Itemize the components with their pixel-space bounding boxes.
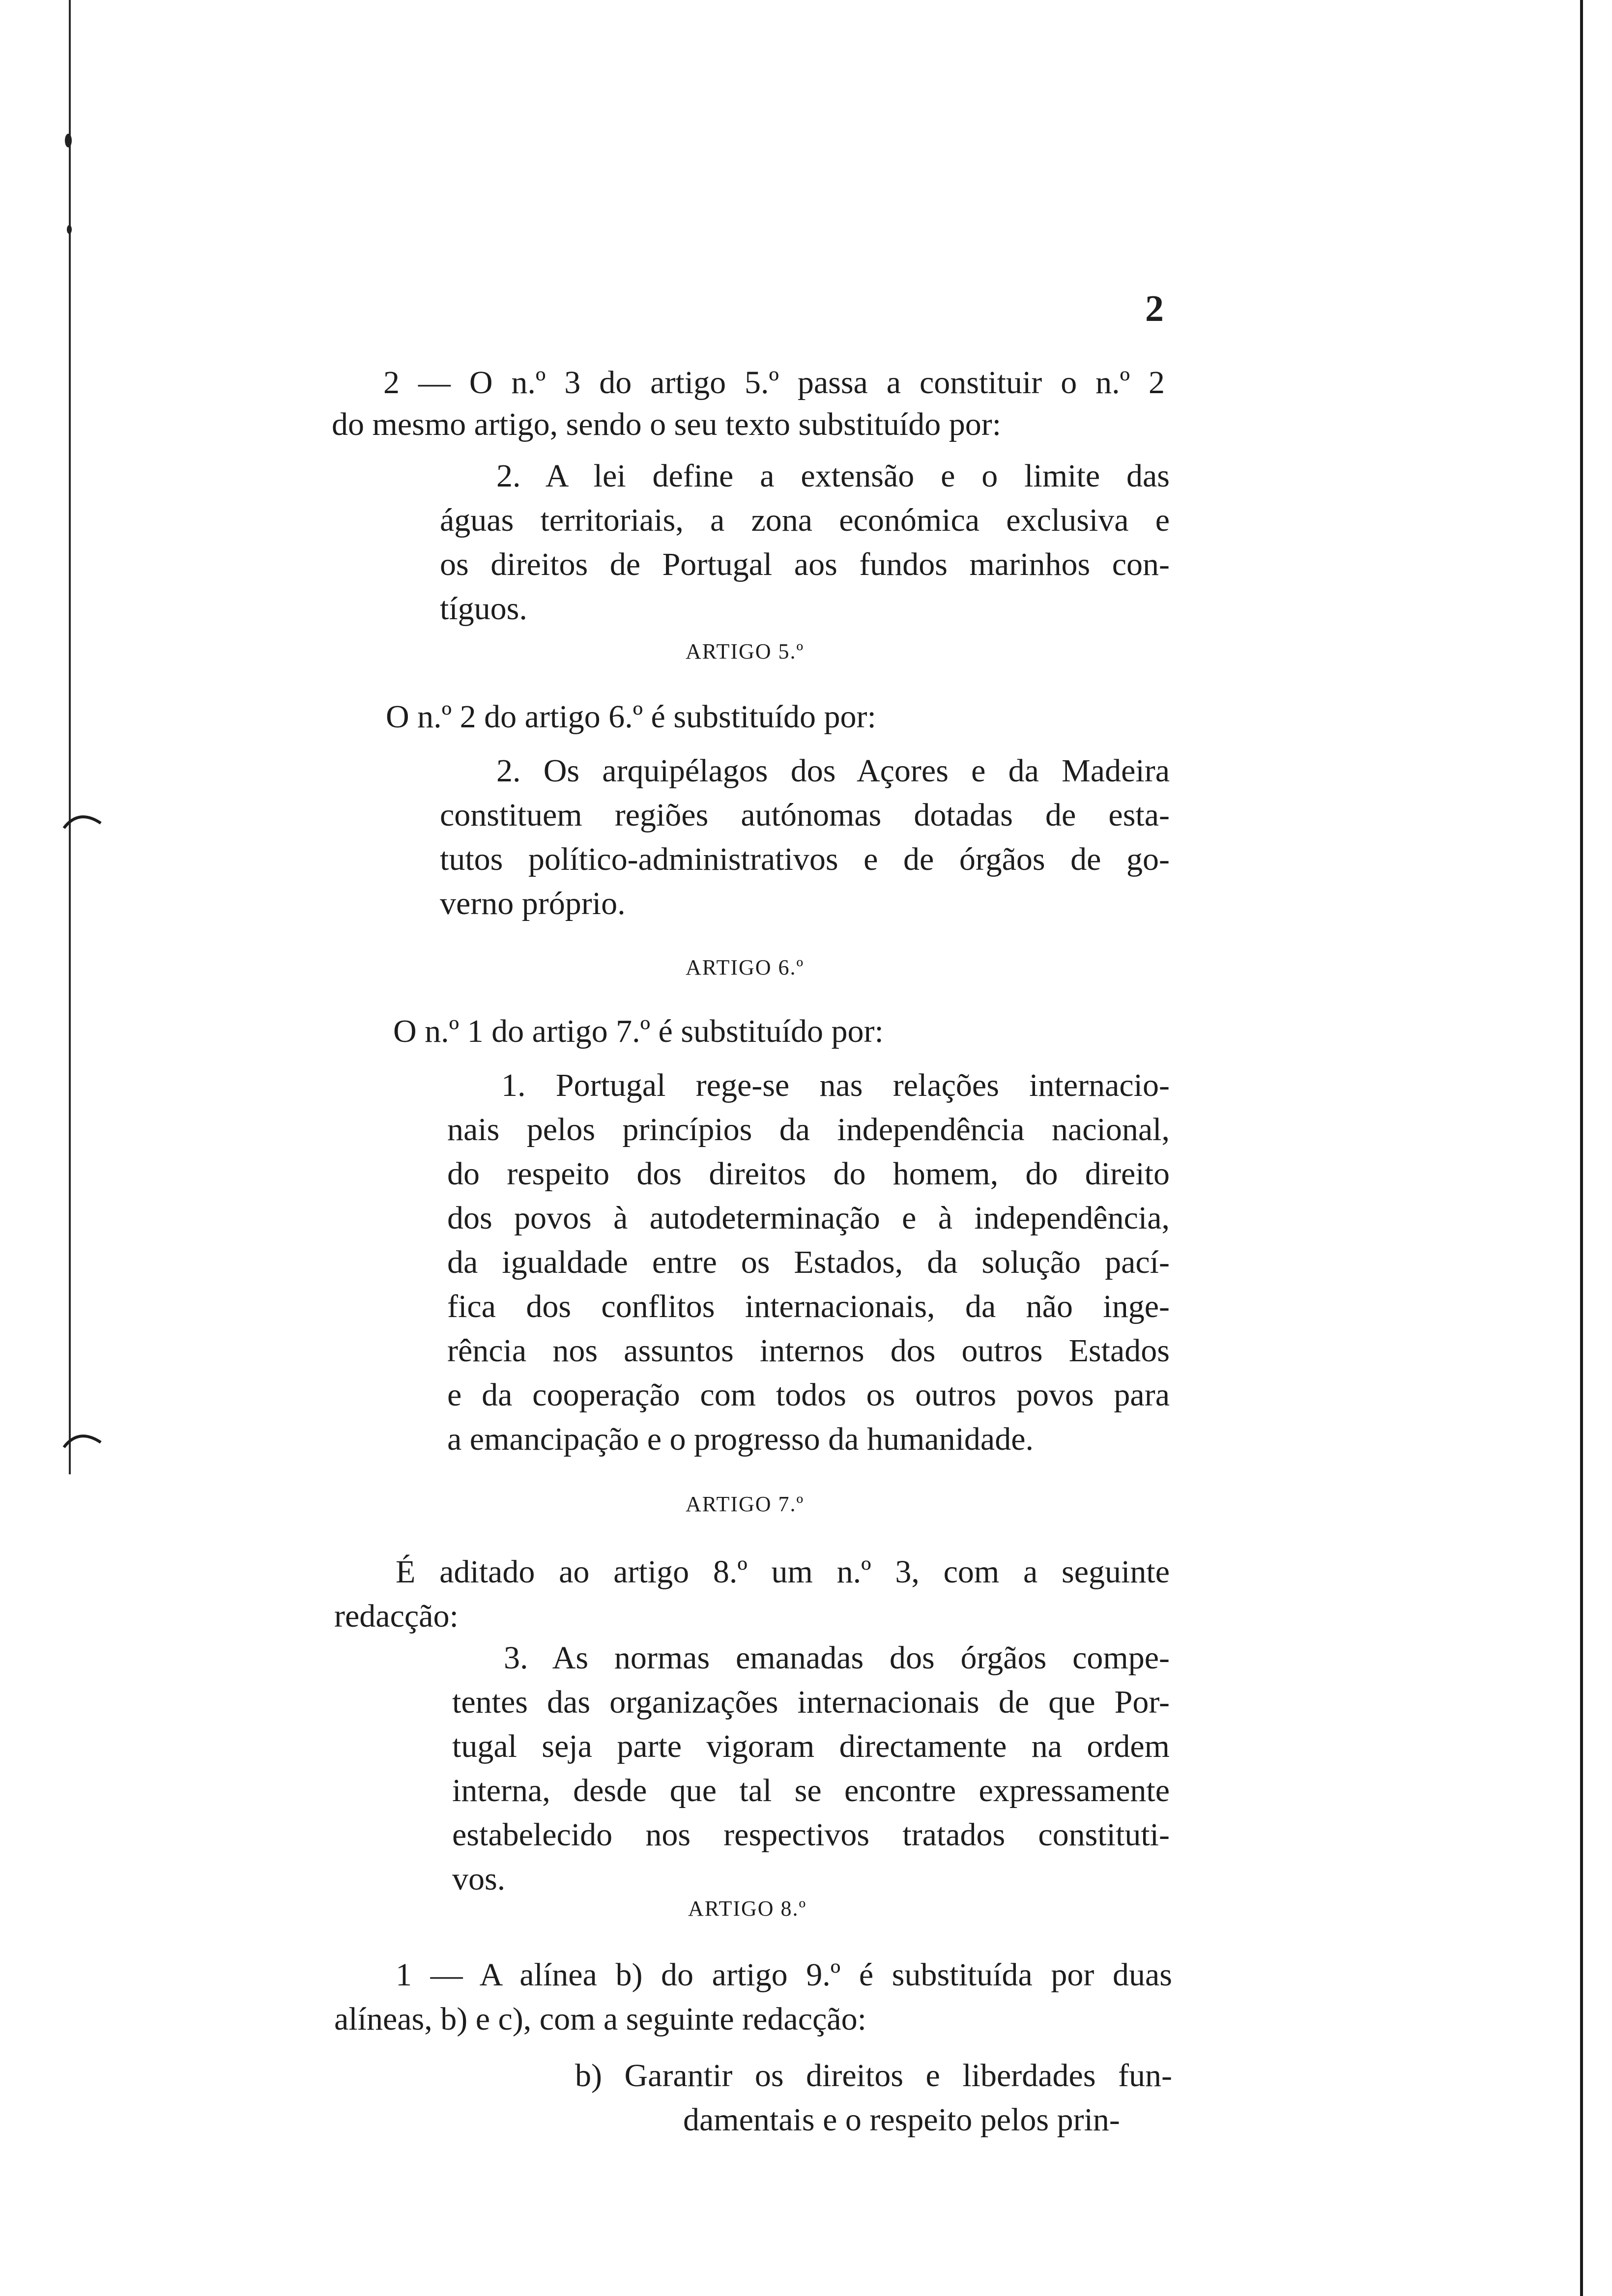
quote-line: 2. Os arquipélagos dos Açores e da Madeira — [496, 753, 1170, 789]
quote-line: vos. — [452, 1861, 506, 1897]
paragraph-line: do mesmo artigo, sendo o seu texto substituído por: — [332, 406, 1002, 442]
quote-line: verno próprio. — [440, 886, 626, 921]
quote-line: b) Garantir os direitos e liberdades fun- — [575, 2058, 1172, 2094]
quote-line: rência nos assuntos internos dos outros Estados — [447, 1333, 1170, 1369]
quote-line: 1. Portugal rege-se nas relações internacio- — [501, 1067, 1170, 1103]
quote-line: nais pelos princípios da independência nacional, — [447, 1112, 1170, 1148]
quote-line: 2. A lei define a extensão e o limite das — [496, 458, 1170, 494]
quote-line: do respeito dos direitos do homem, do direito — [447, 1156, 1170, 1192]
quote-line: dos povos à autodeterminação e à independência, — [447, 1200, 1170, 1236]
quote-line: constituem regiões autónomas dotadas de esta- — [440, 797, 1170, 833]
quote-line: os direitos de Portugal aos fundos marinhos con- — [440, 546, 1170, 582]
page-number: 2 — [1145, 288, 1164, 329]
paragraph-line: O n.º 1 do artigo 7.º é substituído por: — [393, 1013, 884, 1049]
scan-mark — [59, 806, 108, 835]
article-heading: ARTIGO 5.º — [686, 639, 805, 663]
article-heading: ARTIGO 6.º — [686, 955, 805, 979]
scan-right-border — [1580, 0, 1583, 2296]
quote-line: e da cooperação com todos os outros povos para — [447, 1377, 1170, 1413]
scan-mark — [59, 1425, 108, 1455]
paragraph-line: O n.º 2 do artigo 6.º é substituído por: — [386, 699, 876, 735]
quote-line: damentais e o respeito pelos prin- — [683, 2102, 1120, 2138]
paragraph-line: 2 — O n.º 3 do artigo 5.º passa a constituir o n.º 2 — [383, 365, 1165, 401]
quote-line: tutos político-administrativos e de órgãos de go- — [440, 841, 1170, 877]
article-heading: ARTIGO 7.º — [686, 1492, 805, 1516]
scan-mark — [65, 134, 72, 147]
quote-line: tíguos. — [440, 591, 527, 627]
quote-line: interna, desde que tal se encontre expressamente — [452, 1773, 1170, 1808]
quote-line: da igualdade entre os Estados, da solução pací- — [447, 1244, 1170, 1280]
article-heading: ARTIGO 8.º — [688, 1896, 807, 1921]
quote-line: a emancipação e o progresso da humanidade. — [447, 1421, 1034, 1457]
paragraph-line: redacção: — [334, 1598, 459, 1634]
paragraph-line: alíneas, b) e c), com a seguinte redacção: — [334, 2001, 866, 2037]
quote-line: águas territoriais, a zona económica exclusiva e — [440, 502, 1170, 538]
quote-line: 3. As normas emanadas dos órgãos compe- — [504, 1640, 1170, 1676]
paragraph-line: 1 — A alínea b) do artigo 9.º é substituída por duas — [396, 1957, 1172, 1993]
quote-line: estabelecido nos respectivos tratados constituti- — [452, 1817, 1170, 1853]
quote-line: tentes das organizações internacionais de que Por- — [452, 1684, 1170, 1720]
scan-left-border — [69, 0, 71, 1474]
paragraph-line: É aditado ao artigo 8.º um n.º 3, com a seguinte — [396, 1554, 1170, 1590]
quote-line: fica dos conflitos internacionais, da não inge- — [447, 1289, 1170, 1324]
quote-line: tugal seja parte vigoram directamente na ordem — [452, 1728, 1170, 1764]
scan-mark — [67, 225, 72, 234]
